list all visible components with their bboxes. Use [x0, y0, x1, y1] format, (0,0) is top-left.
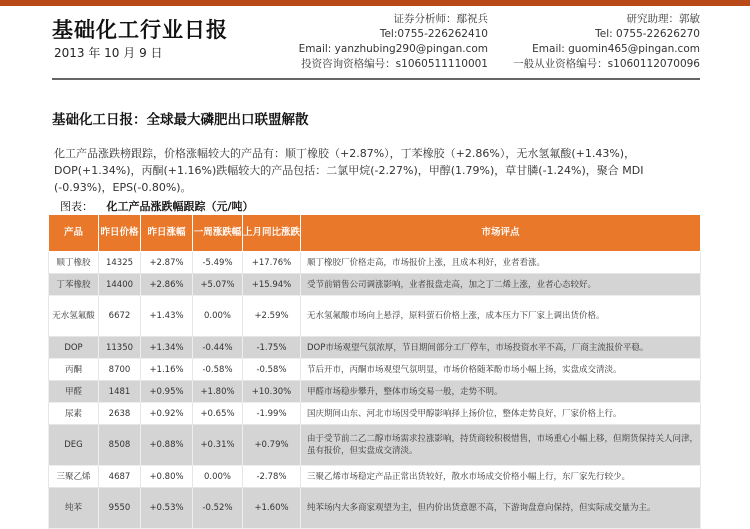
cell-comment: 三聚乙烯市场稳定产品正常出货较好，散水市场成交价格小幅上行，东厂家先行较少。 [301, 466, 701, 488]
cell-price: 9550 [99, 488, 141, 529]
cell-monthly-change: +10.30% [243, 381, 301, 403]
cell-daily-change: +2.87% [141, 252, 193, 274]
cell-product: 纯苯 [49, 488, 99, 529]
table-row [49, 488, 701, 529]
cell-monthly-change: +0.79% [243, 425, 301, 466]
cell-price: 8700 [99, 359, 141, 381]
cell-product: DOP [49, 337, 99, 359]
cell-daily-change: +1.43% [141, 296, 193, 337]
cell-monthly-change: +2.59% [243, 296, 301, 337]
cell-weekly-change: -0.44% [193, 337, 243, 359]
cell-daily-change: +1.34% [141, 337, 193, 359]
col-header-daily-change: 昨日涨幅 [141, 215, 193, 252]
cell-price: 1481 [99, 381, 141, 403]
section-summary: 化工产品涨跌榜跟踪，价格涨幅较大的产品有：顺丁橡胶（+2.87%），丁苯橡胶（+2.86%），无水氢氟酸(+1.43%)，DOP(+1.34%)，丙酮(+1.16%)跌幅较大的产品包括：二氯甲烷(-2.27%)，甲醇(1.79%)，草甘膦(-1.24%)，聚合 MDI (-0.93%)，EPS(-0.80%)。 [54, 147, 644, 194]
report-title: 基础化工行业日报 [52, 18, 228, 42]
cell-comment: 顺丁橡胶厂价格走高，市场报价上涨，且成本利好，业者看涨。 [301, 252, 701, 274]
cell-price: 11350 [99, 337, 141, 359]
cell-monthly-change: -2.78% [243, 466, 301, 488]
cell-product: 顺丁橡胶 [49, 252, 99, 274]
cell-weekly-change: -0.52% [193, 488, 243, 529]
col-header-comment: 市场评点 [301, 215, 701, 252]
figure-title: 化工产品涨跌幅跟踪（元/吨） [106, 200, 254, 213]
cell-product: 甲醛 [49, 381, 99, 403]
report-date: 2013 年 10 月 9 日 [54, 46, 163, 60]
cell-weekly-change: -0.58% [193, 359, 243, 381]
cell-comment: 由于受节前二乙二醇市场需求拉涨影响，持货商较积极惜售，市场重心小幅上移，但期货保持关人问津，虽有报价，但实盘成交清淡。 [301, 425, 701, 466]
table-row [49, 466, 701, 488]
table-row [49, 337, 701, 359]
cell-monthly-change: -0.58% [243, 359, 301, 381]
figure-caption [60, 198, 254, 214]
cell-weekly-change: -5.49% [193, 252, 243, 274]
cell-weekly-change: +0.31% [193, 425, 243, 466]
assistant-email[interactable]: Email: guomin465@pingan.com [532, 43, 700, 55]
cell-product: 丙酮 [49, 359, 99, 381]
cell-daily-change: +1.16% [141, 359, 193, 381]
header-divider [52, 78, 700, 80]
analyst-tel: Tel:0755-226262410 [379, 28, 488, 40]
col-header-weekly-change: 一周涨跌幅 [193, 215, 243, 252]
cell-product: 丁苯橡胶 [49, 274, 99, 296]
cell-weekly-change: 0.00% [193, 466, 243, 488]
cell-price: 6672 [99, 296, 141, 337]
cell-weekly-change: +1.80% [193, 381, 243, 403]
cell-price: 4687 [99, 466, 141, 488]
col-header-monthly-change: 上月同比涨跌 [243, 215, 301, 252]
assistant-tel: Tel: 0755-22626270 [595, 28, 700, 40]
figure-label: 图表： [60, 200, 93, 213]
cell-daily-change: +0.88% [141, 425, 193, 466]
cell-price: 14325 [99, 252, 141, 274]
table-row [49, 403, 701, 425]
table-row [49, 274, 701, 296]
cell-comment: 国庆期间山东、河北市场因受甲醇影响择上扬价位，整体走势良好，厂家价格上行。 [301, 403, 701, 425]
assistant-license: 一般从业资格编号：s1060112070096 [513, 58, 700, 70]
cell-product: DEG [49, 425, 99, 466]
cell-comment: 无水氢氟酸市场向上悬浮，原料萤石价格上涨，成本压力下厂家上调出货价格。 [301, 296, 701, 337]
col-header-price: 昨日价格 [99, 215, 141, 252]
cell-comment: 甲醛市场稳步攀升，整体市场交易一般，走势不明。 [301, 381, 701, 403]
top-accent-bar [0, 0, 750, 6]
price-change-table [48, 214, 701, 529]
cell-monthly-change: +15.94% [243, 274, 301, 296]
table-header-row [49, 215, 701, 252]
col-header-product: 产品 [49, 215, 99, 252]
analyst-name: 证券分析师：鄢祝兵 [393, 13, 488, 25]
section-title: 基础化工日报：全球最大磷肥出口联盟解散 [52, 112, 309, 128]
cell-daily-change: +0.80% [141, 466, 193, 488]
cell-monthly-change: -1.75% [243, 337, 301, 359]
price-table-container [48, 214, 700, 529]
cell-monthly-change: +1.60% [243, 488, 301, 529]
cell-weekly-change: 0.00% [193, 296, 243, 337]
analyst-email[interactable]: Email: yanzhubing290@pingan.com [298, 43, 488, 55]
cell-comment: 节后开市，丙酮市场观望气氛明显，市场价格随苯酚市场小幅上扬，实盘成交清淡。 [301, 359, 701, 381]
cell-comment: DOP市场观望气氛浓厚，节日期间部分工厂停车，市场投资水平不高，厂商主流报价平稳。 [301, 337, 701, 359]
table-row [49, 381, 701, 403]
assistant-name: 研究助理：郭敏 [626, 13, 700, 25]
analyst-license: 投资咨询资格编号：s1060511110001 [301, 58, 488, 70]
cell-price: 2638 [99, 403, 141, 425]
cell-daily-change: +0.95% [141, 381, 193, 403]
cell-monthly-change: -1.99% [243, 403, 301, 425]
cell-product: 尿素 [49, 403, 99, 425]
cell-price: 8508 [99, 425, 141, 466]
cell-weekly-change: +5.07% [193, 274, 243, 296]
cell-weekly-change: +0.65% [193, 403, 243, 425]
table-row [49, 296, 701, 337]
assistant-contact [508, 12, 700, 72]
table-row [49, 359, 701, 381]
cell-daily-change: +0.53% [141, 488, 193, 529]
cell-daily-change: +2.86% [141, 274, 193, 296]
cell-comment: 纯苯场内大多商家观望为主，但内价出货意愿不高，下游询盘意向保持，但实际成交量为主。 [301, 488, 701, 529]
analyst-contact [278, 12, 488, 72]
cell-comment: 受节前销售公司调涨影响，业者报盘走高，加之丁二烯上涨，业者心态较好。 [301, 274, 701, 296]
cell-product: 无水氢氟酸 [49, 296, 99, 337]
cell-daily-change: +0.92% [141, 403, 193, 425]
table-row [49, 252, 701, 274]
cell-product: 三聚乙烯 [49, 466, 99, 488]
cell-monthly-change: +17.76% [243, 252, 301, 274]
table-row [49, 425, 701, 466]
cell-price: 14400 [99, 274, 141, 296]
